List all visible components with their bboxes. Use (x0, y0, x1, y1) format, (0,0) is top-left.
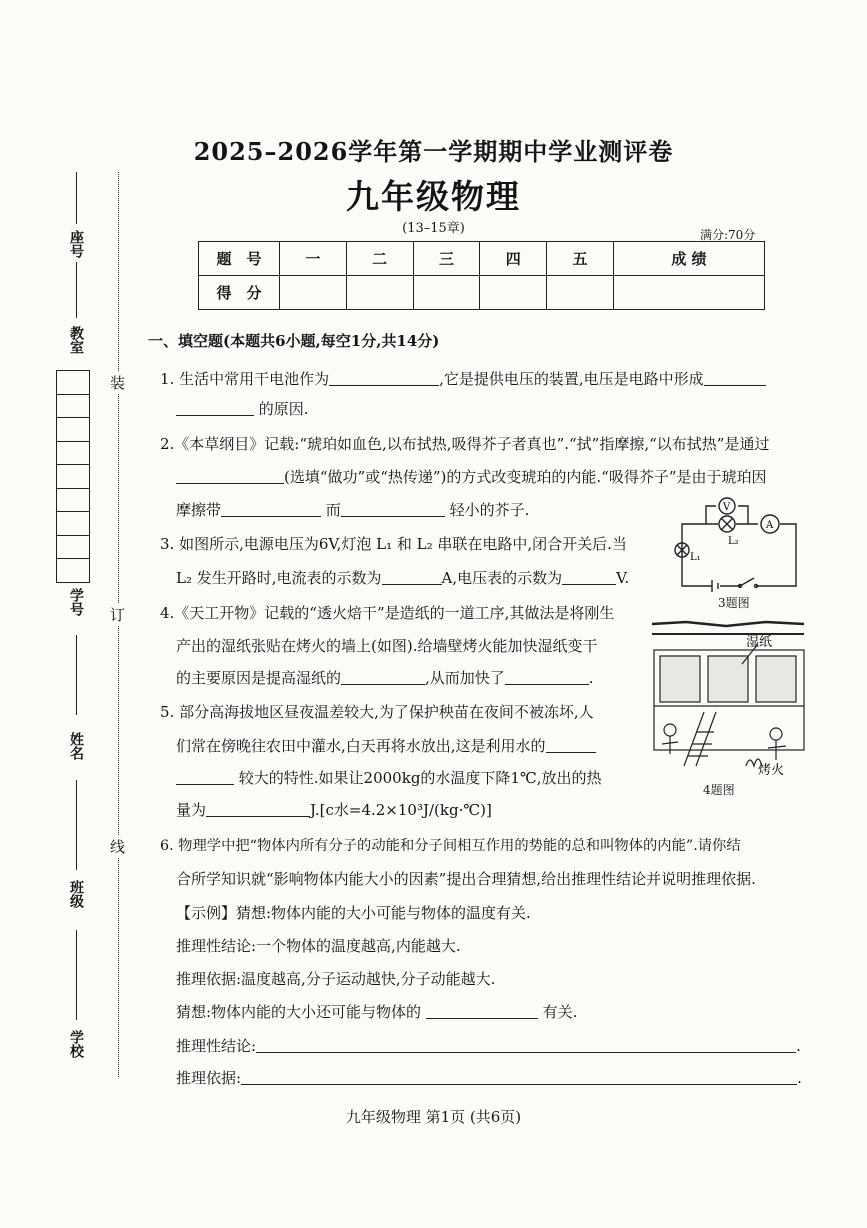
q2-text-e: 轻小的芥子. (449, 501, 530, 519)
question-5-line-1: 5. 部分高海拔地区昼夜温差较大,为了保护秧苗在夜间不被冻坏,人 (160, 703, 594, 721)
q5-text-d: 量为 (176, 801, 207, 819)
score-header-cell: 二 (346, 242, 413, 276)
question-1-line-2 (176, 399, 309, 419)
q1-text-b: ,它是提供电压的装置,电压是电路中形成 (439, 370, 704, 388)
q1-text-a: 1. 生活中常用干电池作为 (160, 370, 330, 388)
score-cell (280, 276, 347, 310)
question-6-example-conclusion: 推理性结论:一个物体的温度越高,内能越大. (176, 937, 461, 955)
subject-title: 九年级物理 (346, 177, 521, 216)
q1-blank-2-cont[interactable] (176, 399, 254, 416)
ammeter-symbol: A (766, 520, 774, 531)
score-header-cell: 一 (280, 242, 347, 276)
voltmeter-symbol: V (723, 502, 731, 513)
question-5-line-4 (176, 800, 492, 820)
score-cell (413, 276, 480, 310)
class-label: 班级 (68, 880, 84, 908)
q3-blank-2[interactable] (562, 568, 616, 585)
bind-char-ding: 订 (110, 606, 126, 624)
q6-text-i: 推理依据: (176, 1069, 242, 1087)
figure-4-caption: 4题图 (703, 783, 735, 797)
q5-blank-2[interactable] (206, 800, 310, 817)
figure-3-caption: 3题图 (718, 596, 750, 610)
seat-number-boxes (56, 370, 90, 583)
score-cell (547, 276, 614, 310)
question-4-line-2: 产出的湿纸张贴在烤火的墙上(如图).给墙壁烤火能加快湿纸变干 (176, 637, 598, 655)
q3-text-b: L₂ 发生开路时,电流表的示数为 (176, 569, 382, 587)
question-6-guess (176, 1002, 577, 1022)
score-value-row (199, 276, 765, 310)
wet-paper-label: 湿纸 (746, 635, 773, 650)
section-heading: 一、填空题(本题共6小题,每空1分,共14分) (148, 332, 440, 350)
question-2-line-1: 2.《本草纲目》记载:“琥珀如血色,以布拭热,吸得芥子者真也”.“拭”指摩擦,“以布拭热”是通过 (160, 435, 770, 453)
q3-blank-1[interactable] (382, 568, 442, 585)
score-header-cell: 题 号 (199, 242, 280, 276)
score-cell (346, 276, 413, 310)
q6-conclusion-blank[interactable] (256, 1036, 796, 1053)
circuit-figure (668, 490, 804, 600)
q5-text-c: 较大的特性.如果让2000kg的水温度下降1℃,放出的热 (238, 769, 602, 787)
question-6-basis: 推理依据: . (176, 1069, 802, 1087)
room-line-top (76, 262, 77, 318)
question-2-line-3 (176, 500, 529, 520)
q6-text-g: 有关. (542, 1003, 578, 1021)
score-header-cell: 三 (413, 242, 480, 276)
score-header-row (199, 242, 765, 276)
question-6-line-1: 6. 物理学中把“物体内所有分子的动能和分子间相互作用的势能的总和叫物体的内能”.请你结 (160, 838, 741, 854)
class-line (76, 930, 77, 1020)
q4-text-d: ,从而加快了 (425, 669, 505, 687)
exam-title: 2025–2026学年第一学期期中学业测评卷 (193, 137, 674, 166)
seat-label: 座号 (68, 230, 84, 258)
q5-blank-1-cont[interactable] (176, 768, 234, 785)
school-label: 学校 (68, 1030, 84, 1058)
q3-text-d: V. (616, 569, 630, 587)
q4-text-c: 的主要原因是提高湿纸的 (176, 669, 342, 687)
q2-blank-1[interactable] (176, 467, 284, 484)
student-id-label: 学号 (68, 588, 84, 616)
q1-blank-2[interactable] (704, 369, 766, 386)
room-label: 教室 (68, 326, 84, 354)
name-line (76, 780, 77, 870)
q4-blank-1[interactable] (341, 668, 425, 685)
score-row-label: 得 分 (199, 276, 280, 310)
q2-blank-3[interactable] (341, 500, 445, 517)
q4-text-e: . (588, 669, 594, 687)
q6-text-f: 猜想:物体内能的大小还可能与物体的 (176, 1003, 422, 1021)
q2-text-b: (选填“做功”或“热传递”)的方式改变琥珀的内能.“吸得芥子”是由于琥珀因 (284, 468, 767, 486)
score-cell (613, 276, 764, 310)
question-1-line-1 (160, 369, 766, 389)
question-2-line-2 (176, 467, 767, 487)
bulb-l2-label: L₂ (728, 536, 739, 547)
q6-text-h: 推理性结论: (176, 1037, 257, 1055)
page-footer: 九年级物理 第1页 (共6页) (345, 1108, 522, 1126)
student-id-line (76, 635, 77, 715)
name-label: 姓名 (68, 732, 84, 760)
score-header-cell: 五 (547, 242, 614, 276)
q1-blank-1[interactable] (329, 369, 439, 386)
score-header-cell: 成 绩 (613, 242, 764, 276)
score-table (198, 241, 765, 310)
seat-line (76, 172, 77, 224)
question-3-line-2 (176, 568, 629, 588)
question-5-line-3 (176, 768, 602, 788)
question-4-line-3 (176, 668, 594, 688)
question-6-example: 【示例】猜想:物体内能的大小可能与物体的温度有关. (176, 904, 531, 922)
question-6-conclusion: 推理性结论: . (176, 1037, 801, 1055)
q3-text-c: A,电压表的示数为 (441, 569, 563, 587)
q2-text-c: 摩擦带 (176, 501, 222, 519)
q4-blank-2[interactable] (505, 668, 589, 685)
q5-text-b: 们常在傍晚往农田中灌水,白天再将水放出,这是利用水的 (176, 737, 546, 755)
q5-text-e: J.[c水=4.2×10³J/(kg·℃)] (310, 801, 492, 819)
paper-drying-figure (646, 616, 810, 778)
question-6-line-2: 合所学知识就“影响物体内能大小的因素”提出合理猜想,给出推理性结论并说明推理依据. (176, 870, 756, 888)
q6-basis-blank[interactable] (241, 1068, 797, 1085)
q5-blank-1[interactable] (546, 736, 596, 753)
q2-blank-2[interactable] (221, 500, 321, 517)
full-score: 满分:70分 (700, 228, 756, 242)
chapter-range: (13–15章) (402, 221, 465, 236)
question-3-line-1: 3. 如图所示,电源电压为6V,灯泡 L₁ 和 L₂ 串联在电路中,闭合开关后.当 (160, 535, 627, 553)
q2-text-d: 而 (325, 501, 341, 519)
question-5-line-2 (176, 736, 596, 756)
bulb-l1-label: L₁ (690, 552, 701, 563)
fire-label: 烤火 (758, 763, 785, 778)
question-4-line-1: 4.《天工开物》记载的“透火焙干”是造纸的一道工序,其做法是将刚生 (160, 604, 615, 622)
q6-guess-blank[interactable] (426, 1002, 538, 1019)
bind-char-xian: 线 (110, 838, 126, 856)
q1-text-c: 的原因. (258, 400, 309, 418)
score-cell (480, 276, 547, 310)
bind-char-zhuang: 装 (110, 374, 126, 392)
question-6-example-basis: 推理依据:温度越高,分子运动越快,分子动能越大. (176, 970, 496, 988)
score-header-cell: 四 (480, 242, 547, 276)
